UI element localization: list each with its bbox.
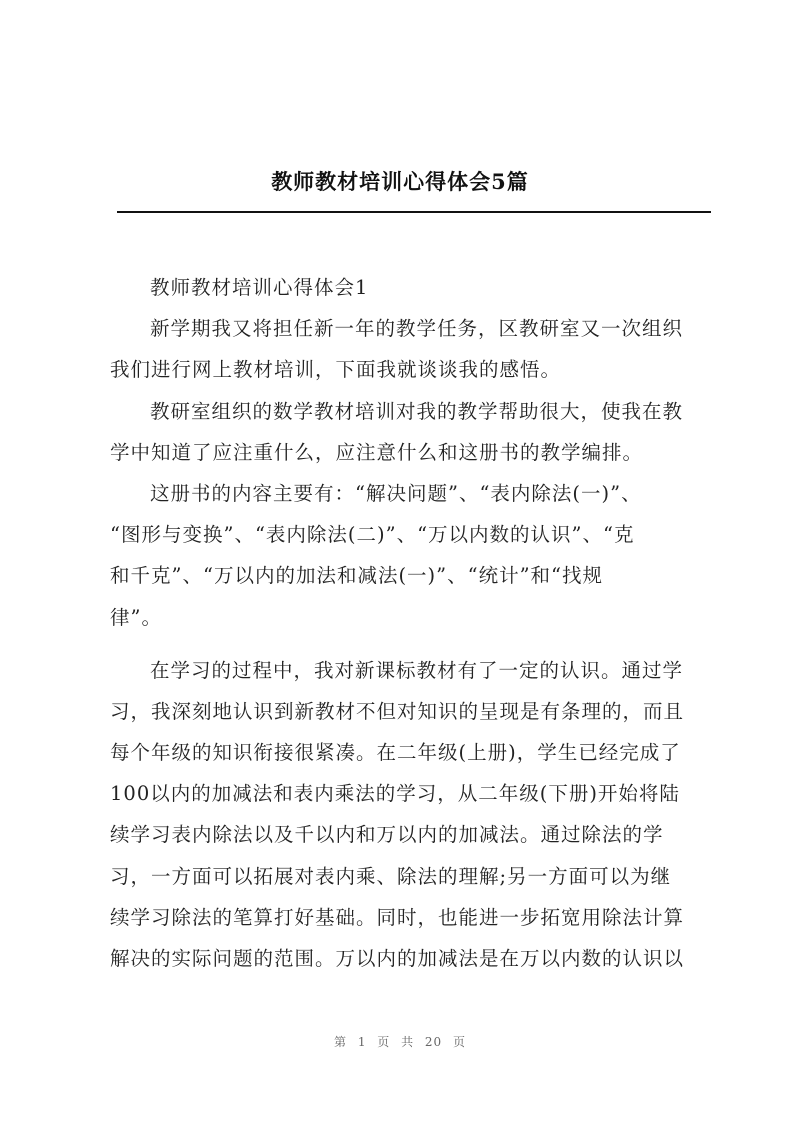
paragraph-line: 新学期我又将担任新一年的教学任务，区教研室又一次组织 [150,317,684,341]
paragraph-line: 学中知道了应注重什么，应注意什么和这册书的教学编排。 [110,440,644,464]
paragraph-line: 习，一方面可以拓展对表内乘、除法的理解;另一方面可以为继 [110,864,672,888]
paragraph-line: 在学习的过程中，我对新课标教材有了一定的认识。通过学 [150,658,684,682]
paragraph-line: 我们进行网上教材培训，下面我就谈谈我的感悟。 [110,358,562,382]
paragraph-line: 续学习表内除法以及千以内和万以内的加减法。通过除法的学 [110,823,664,847]
paragraph-line: 和千克”、“万以内的加法和减法(一)”、“统计”和“找规 [110,564,604,588]
paragraph-line: 每个年级的知识衔接很紧凑。在二年级(上册)，学生已经完成了 [110,741,681,765]
document-body [110,267,710,979]
paragraph-line: 律”。 [110,605,162,629]
page-number-footer: 第 1 页 共 20 页 [334,1035,466,1049]
paragraph-line: 续学习除法的笔算打好基础。同时，也能进一步拓宽用除法计算 [110,905,685,929]
title-underline [117,211,711,213]
paragraph-line: 这册书的内容主要有：“解决问题”、“表内除法(一)”、 [150,481,642,505]
paragraph-line: 解决的实际问题的范围。万以内的加减法是在万以内数的认识以 [110,947,685,970]
document-title: 教师教材培训心得体会5篇 [271,169,529,194]
section-heading: 教师教材培训心得体会1 [150,276,369,299]
paragraph-line: 习，我深刻地认识到新教材不但对知识的呈现是有条理的，而且 [110,699,685,723]
paragraph-line: 教研室组织的数学教材培训对我的教学帮助很大，使我在教 [150,399,684,423]
paragraph-line: 100以内的加减法和表内乘法的学习，从二年级(下册)开始将陆 [110,782,680,806]
paragraph-line: “图形与变换”、“表内除法(二)”、“万以内数的认识”、“克 [110,523,635,547]
